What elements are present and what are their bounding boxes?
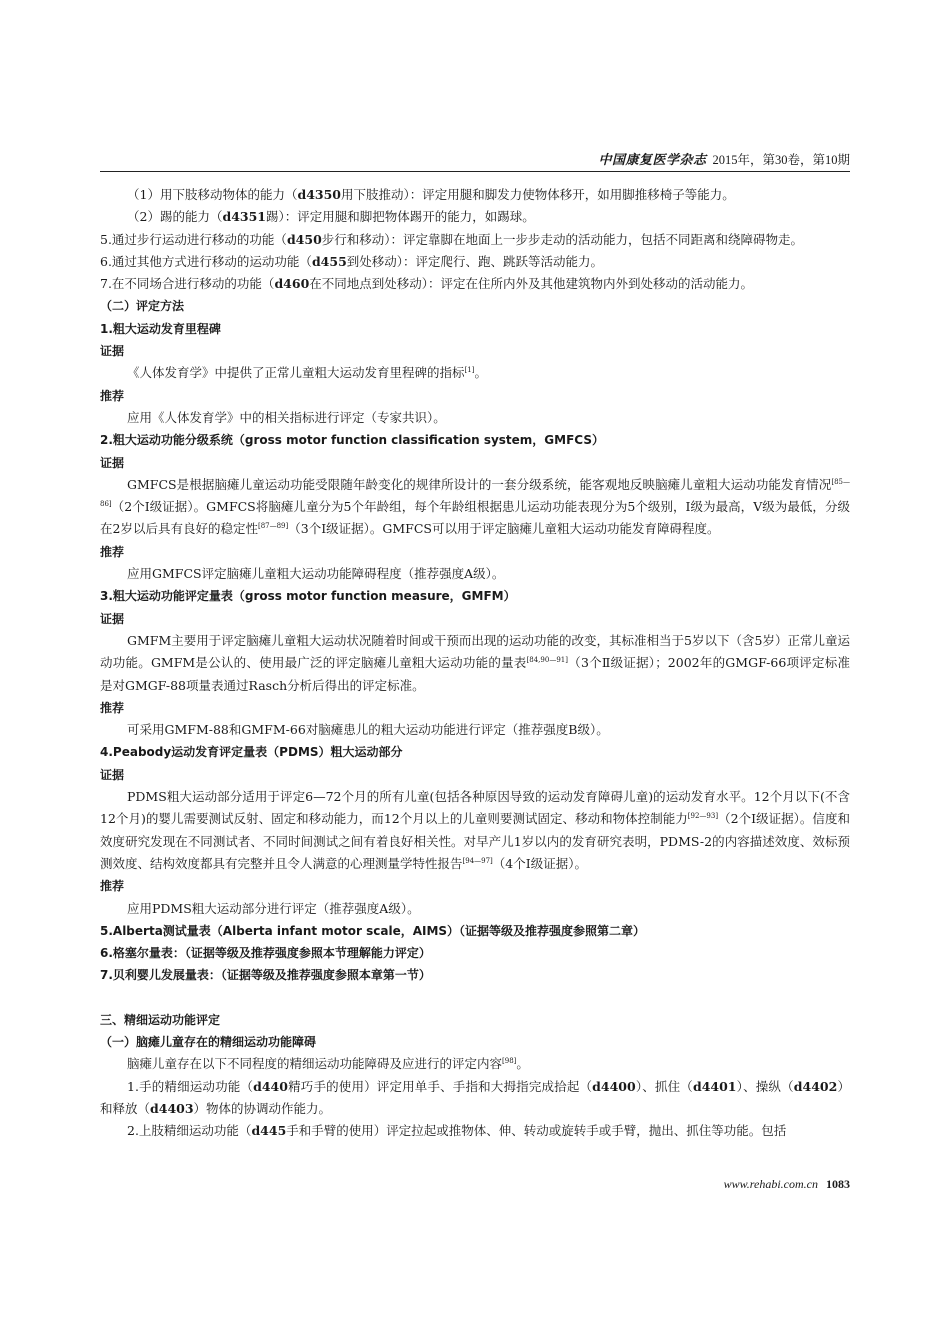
- section-gap: [100, 987, 850, 1009]
- gmfm-recommend: 可采用GMFM-88和GMFM-66对脑瘫患儿的粗大运动功能进行评定（推荐强度B级）。: [127, 722, 609, 738]
- heading-aims: 5.Alberta测试量表（Alberta infant motor scale，AIMS）（证据等级及推荐强度参照第二章）: [100, 923, 646, 938]
- milestones-evidence: 《人体发育学》中提供了正常儿童粗大运动发育里程碑的指标[1]。: [127, 365, 487, 381]
- label-evidence: 证据: [100, 344, 125, 359]
- page-footer: [724, 1177, 850, 1192]
- label-recommend: 推荐: [100, 388, 125, 403]
- label-recommend: 推荐: [100, 879, 125, 894]
- label-recommend: 推荐: [100, 544, 125, 559]
- journal-url: www.rehabi.com.cn: [723, 1177, 818, 1191]
- gmfcs-recommend: 应用GMFCS评定脑瘫儿童粗大运动功能障碍程度（推荐强度A级）。: [127, 566, 505, 582]
- heading-milestones: 1.粗大运动发育里程碑: [100, 321, 221, 336]
- item-d4351: （2）踢的能力（d4351踢）：评定用腿和脚把物体踢开的能力，如踢球。: [127, 209, 535, 225]
- pdms-recommend: 应用PDMS粗大运动部分进行评定（推荐强度A级）。: [127, 900, 420, 916]
- fine-motor-item-1: 1.手的精细运动功能（d440精巧手的使用）评定用单手、手指和大拇指完成拾起（d4400）、抓住（d4401）、操纵（d4402）和释放（d4403）物体的协调动作能力。: [100, 1078, 850, 1116]
- label-evidence: 证据: [100, 455, 125, 470]
- label-evidence: 证据: [100, 767, 125, 782]
- running-header: [100, 149, 850, 168]
- journal-name: 中国康复医学杂志: [598, 153, 707, 168]
- fine-motor-intro: 脑瘫儿童存在以下不同程度的精细运动功能障碍及应进行的评定内容[98]。: [127, 1056, 529, 1072]
- heading-gmfm: 3.粗大运动功能评定量表（gross motor function measure，GMFM）: [100, 589, 516, 604]
- gmfcs-evidence: GMFCS是根据脑瘫儿童运动功能受限随年龄变化的规律所设计的一套分级系统，能客观地反映脑瘫儿童粗大运动功能发育情况[85—86]（2个Ⅰ级证据）。GMFCS将脑瘫儿童分为5个年龄组，每个年龄组根据患儿运动功能表现分为5个级别，Ⅰ级为最高，Ⅴ级为最低，分级在2岁以后具有良好的稳定性[87—89]（3个Ⅰ级证据）。GMFCS可以用于评定脑瘫儿童粗大运动功能发育障碍程度。: [100, 476, 850, 537]
- label-recommend: 推荐: [100, 700, 125, 715]
- issue-info: 2015年，第30卷，第10期: [712, 153, 850, 167]
- section-heading-fine-motor: 三、精细运动功能评定: [100, 1012, 221, 1027]
- item-d460: 7.在不同场合进行移动的功能（d460在不同地点到处移动）：评定在住所内外及其他建筑物内外到处移动的活动能力。: [100, 276, 754, 292]
- subheading-fine-motor-disorders: （一）脑瘫儿童存在的精细运动功能障碍: [100, 1034, 317, 1049]
- label-evidence: 证据: [100, 611, 125, 626]
- item-d4350: （1）用下肢移动物体的能力（d4350用下肢推动）：评定用腿和脚发力使物体移开，如用脚推移椅子等能力。: [127, 187, 735, 202]
- page-number: 1083: [826, 1177, 850, 1191]
- milestones-recommend: 应用《人体发育学》中的相关指标进行评定（专家共识）。: [127, 409, 446, 425]
- fine-motor-item-2: 2.上肢精细运动功能（d445手和手臂的使用）评定拉起或推物体、伸、转动或旋转手或手臂，抛出、抓住等功能。包括: [127, 1123, 787, 1139]
- pdms-evidence: PDMS粗大运动部分适用于评定6—72个月的所有儿童(包括各种原因导致的运动发育障碍儿童)的运动发育水平。12个月以下(不含12个月)的婴儿需要测试反射、固定和移动能力，而12个月以上的儿童则要测试固定、移动和物体控制能力[92—93]（2个Ⅰ级证据）。信度和效度研究发现在不同测试者、不同时间测试之间有着良好相关性。对早产儿1岁以内的发育研究表明，PDMS-2的内容描述效度、效标预测效度、结构效度都具有完整并且令人满意的心理测量学特性报告[94—97]（4个Ⅰ级证据）。: [100, 789, 850, 871]
- heading-gesell: 6.格塞尔量表：（证据等级及推荐强度参照本节理解能力评定）: [100, 946, 431, 961]
- heading-pdms: 4.Peabody运动发育评定量表（PDMS）粗大运动部分: [100, 745, 403, 760]
- heading-gmfcs: 2.粗大运动功能分级系统（gross motor function classification system，GMFCS）: [100, 433, 604, 448]
- header-rule: [100, 171, 850, 172]
- item-d450: 5.通过步行运动进行移动的功能（d450步行和移动）：评定靠脚在地面上一步步走动的活动能力，包括不同距离和绕障碍物走。: [100, 231, 804, 247]
- article-body: [100, 184, 850, 1142]
- item-d455: 6.通过其他方式进行移动的运动功能（d455到处移动）：评定爬行、跑、跳跃等活动能力。: [100, 253, 604, 269]
- gmfm-evidence: GMFM主要用于评定脑瘫儿童粗大运动状况随着时间或干预而出现的运动功能的改变，其标准相当于5岁以下（含5岁）正常儿童运动功能。GMFM是公认的、使用最广泛的评定脑瘫儿童粗大运动功能的量表[84,90—91]（3个Ⅱ级证据）；2002年的GMGF-66项评定标准是对GMGF-88项量表通过Rasch分析后得出的评定标准。: [100, 632, 850, 693]
- section-heading-methods: （二）评定方法: [100, 299, 185, 314]
- heading-bayley: 7.贝利婴儿发展量表：（证据等级及推荐强度参照本章第一节）: [100, 968, 431, 983]
